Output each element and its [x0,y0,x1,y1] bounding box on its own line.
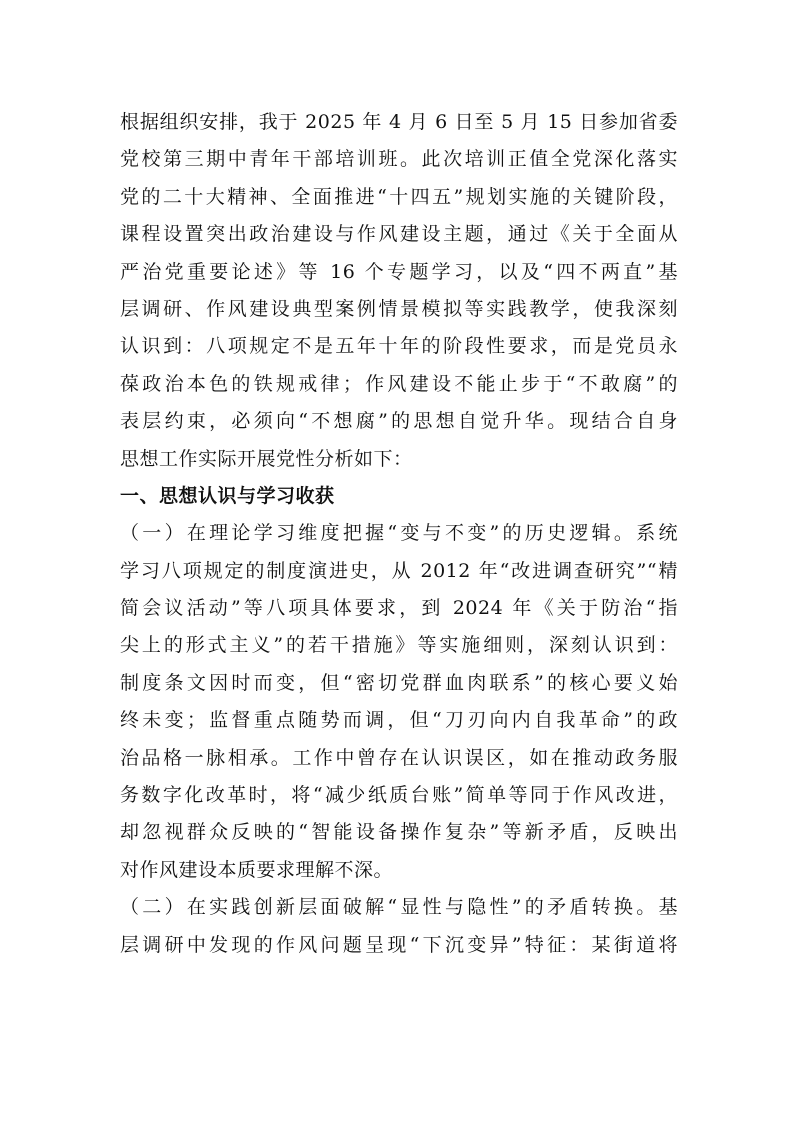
intro-paragraph [120,104,678,478]
text-line: （一）在理论学习维度把握“变与不变”的历史逻辑。系统 [120,522,678,545]
text-line: 思想工作实际开展党性分析如下： [120,447,413,470]
text-line: 制度条文因时而变，但“密切党群血肉联系”的核心要义始 [120,671,678,694]
text-line: 课程设置突出政治建设与作风建设主题，通过《关于全面从 [120,223,678,246]
text-line: 葆政治本色的铁规戒律；作风建设不能止步于“不敢腐”的 [120,372,678,395]
text-line: 终未变；监督重点随势而调，但“刀刃向内自我革命”的政 [120,709,678,732]
text-line: （二）在实践创新层面破解“显性与隐性”的矛盾转换。基 [120,896,678,919]
text-line: 认识到：八项规定不是五年十年的阶段性要求，而是党员永 [120,335,678,358]
text-line: 治品格一脉相承。工作中曾存在认识误区，如在推动政务服 [120,746,678,769]
text-line: 层调研中发现的作风问题呈现“下沉变异”特征：某街道将 [120,933,678,956]
text-line: 学习八项规定的制度演进史，从 2012 年“改进调查研究”“精 [120,559,678,582]
document-body [120,104,678,964]
text-line: 务数字化改革时，将“减少纸质台账”简单等同于作风改进， [120,784,678,807]
text-line: 党的二十大精神、全面推进“十四五”规划实施的关键阶段， [120,185,678,208]
text-line: 党校第三期中青年干部培训班。此次培训正值全党深化落实 [120,148,678,171]
text-line: 根据组织安排，我于 2025 年 4 月 6 日至 5 月 15 日参加省委 [120,111,678,133]
section-1-paragraph [120,515,678,889]
section-2-paragraph [120,889,678,964]
section-heading: 一、思想认识与学习收获 [120,484,335,507]
text-line: 表层约束，必须向“不想腐”的思想自觉升华。现结合自身 [120,410,678,433]
text-line: 却忽视群众反映的“智能设备操作复杂”等新矛盾，反映出 [120,821,678,844]
text-line: 对作风建设本质要求理解不深。 [120,858,394,881]
text-line: 层调研、作风建设典型案例情景模拟等实践教学，使我深刻 [120,297,678,320]
text-line: 简会议活动”等八项具体要求，到 2024 年《关于防治“指 [120,597,678,620]
text-line: 严治党重要论述》等 16 个专题学习，以及“四不两直”基 [120,260,678,283]
text-line: 尖上的形式主义”的若干措施》等实施细则，深刻认识到： [120,634,678,657]
